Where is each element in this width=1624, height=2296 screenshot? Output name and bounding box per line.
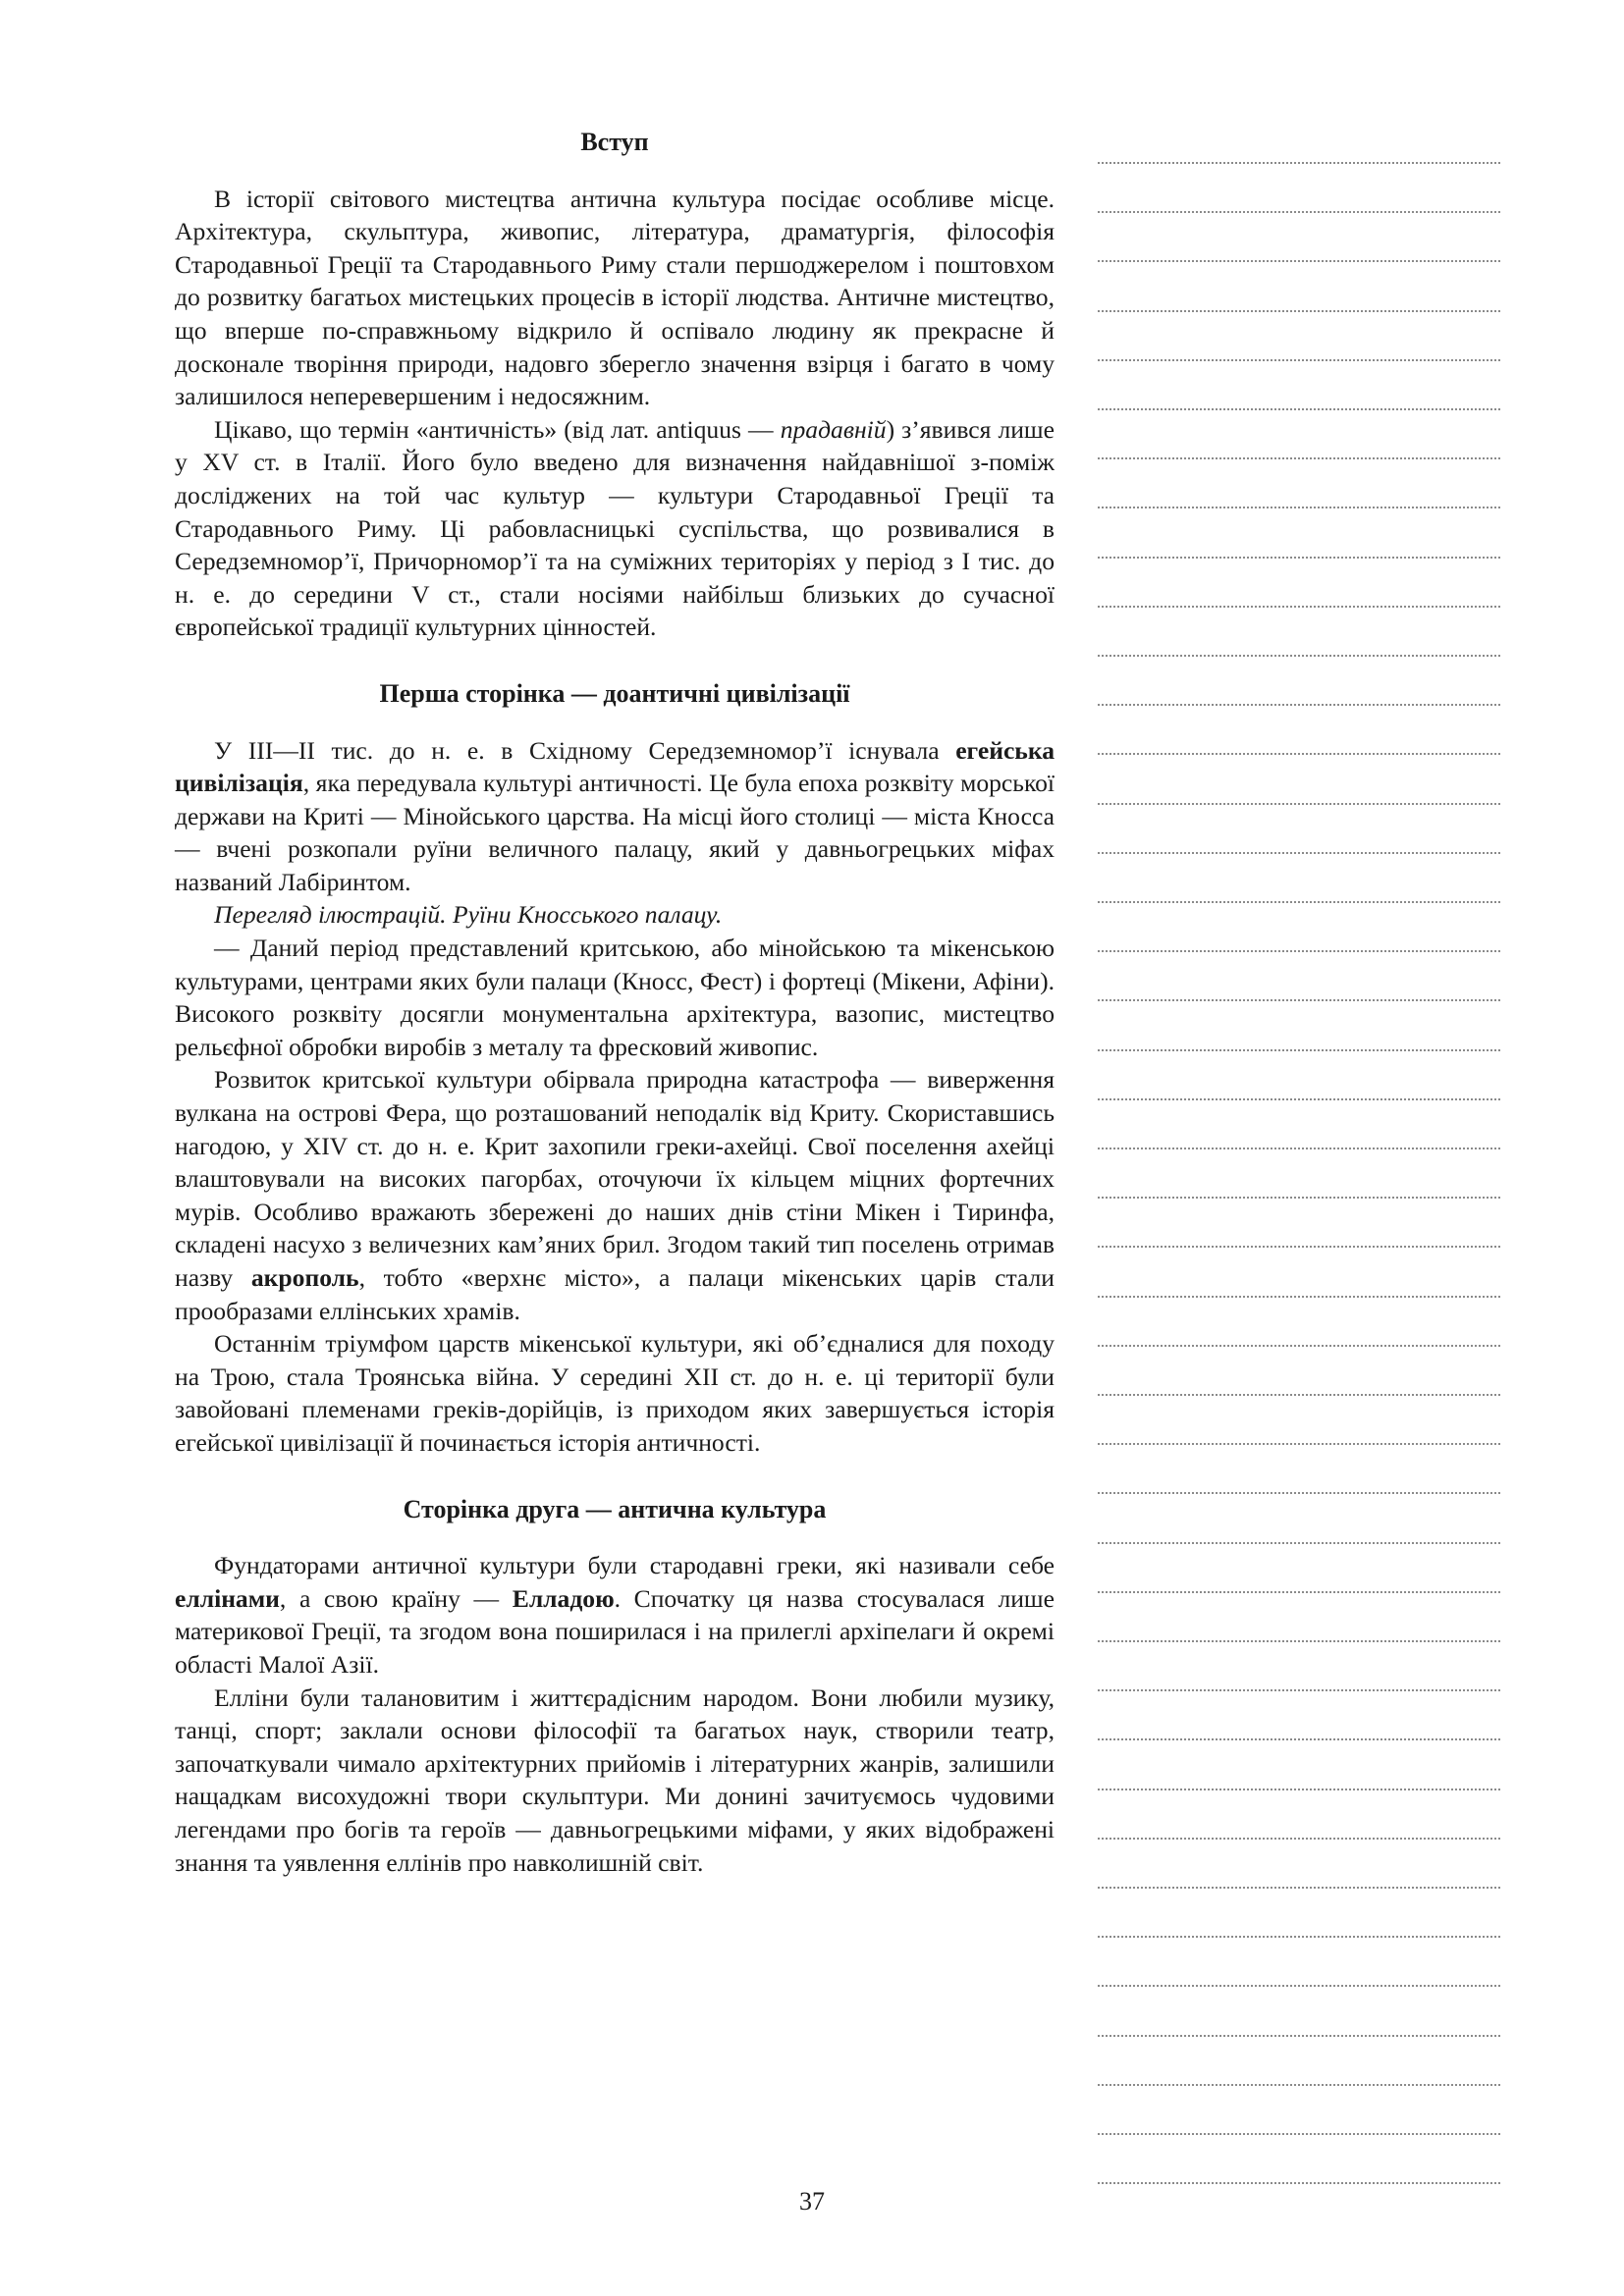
note-line <box>1098 359 1500 361</box>
main-text <box>175 126 1055 1879</box>
note-line <box>1098 162 1500 164</box>
section-title-antique-culture: Сторінка друга — антична культура <box>403 1494 827 1523</box>
paragraph: — Даний період представлений критською, або мінойською та мікенською культурами, центрами яких були палаци (Кносс, Фест) і фортеці (Мікени, Афіни). Високого розквіту досягли монументальна архітектура, вазопис, мистецтво рельєфної обробки виробів з металу та фресковий живопис. <box>175 934 1055 1061</box>
note-line <box>1098 557 1500 559</box>
note-line <box>1098 901 1500 903</box>
note-line <box>1098 310 1500 312</box>
note-line <box>1098 457 1500 459</box>
paragraph: Фундаторами античної культури були стародавні греки, які називали себе еллінами, а свою країну — Елладою. Спочатку ця назва стосувалася лише материкової Греції, та згодом вона поширилася і на прилеглі архіпелаги й окремі області Малої Азії. <box>175 1551 1055 1679</box>
note-line <box>1098 1492 1500 1494</box>
note-line <box>1098 1443 1500 1445</box>
note-line <box>1098 408 1500 410</box>
note-line <box>1098 1887 1500 1889</box>
note-line <box>1098 1789 1500 1790</box>
paragraph: Розвиток критської культури обірвала природна катастрофа — виверження вулкана на острові Фера, що розташований неподалік від Криту. Скориставшись нагодою, у XIV ст. до н. е. Крит захопили греки-ахейці. Свої поселення ахейці влаштовували на високих пагорбах, оточуючи їх кільцем міцних фортечних мурів. Особливо вражають збережені до наших днів стіни Мікен і Тиринфа, складені насухо з величезних кам’яних брил. Згодом такий тип поселень отримав назву акрополь, тобто «верхнє місто», а палаци мікенських царів стали прообразами еллінських храмів. <box>175 1065 1055 1325</box>
paragraph: Останнім тріумфом царств мікенської культури, які об’єдналися для походу на Трою, стала Троянська війна. У середині XII ст. до н. е. ці території були завойовані племенами греків-дорійців, із приходом яких завершується історія егейської цивілізації й починається історія античності. <box>175 1329 1055 1457</box>
paragraph: Елліни були талановитим і життєрадісним народом. Вони любили музику, танці, спорт; заклали основи філософії та багатьох наук, створили театр, започаткували чимало архітектурних прийомів і літературних жанрів, залишили нащадкам висохудожні твори скульптури. Ми донині зачитуємось чудовими легендами про богів та героїв — давньогрецькими міфами, у яких відображені знання та уявлення еллінів про навколишній світ. <box>175 1682 1055 1877</box>
note-line <box>1098 950 1500 952</box>
note-line <box>1098 1542 1500 1544</box>
note-line <box>1098 1296 1500 1298</box>
note-line <box>1098 2084 1500 2086</box>
notes-column <box>1098 0 1500 2296</box>
note-line <box>1098 1738 1500 1740</box>
illustration-note: Перегляд ілюстрацій. Руїни Кносського палацу. <box>214 900 723 930</box>
note-line <box>1098 655 1500 657</box>
note-line <box>1098 1246 1500 1248</box>
note-line <box>1098 1098 1500 1100</box>
note-line <box>1098 1394 1500 1396</box>
note-line <box>1098 606 1500 608</box>
note-line <box>1098 2182 1500 2184</box>
note-line <box>1098 1838 1500 1840</box>
note-line <box>1098 2133 1500 2135</box>
note-line <box>1098 507 1500 508</box>
note-line <box>1098 1049 1500 1051</box>
note-line <box>1098 1936 1500 1938</box>
note-line <box>1098 260 1500 262</box>
note-line <box>1098 1640 1500 1642</box>
note-line <box>1098 704 1500 706</box>
section-title-intro: Вступ <box>580 128 649 156</box>
note-line <box>1098 1148 1500 1149</box>
paragraph: В історії світового мистецтва антична культура посідає особливе місце. Архітектура, скульптура, живопис, література, драматургія, філософія Стародавньої Греції та Стародавнього Риму стали першоджерелом і поштовхом до розвитку багатьох мистецьких процесів в історії людства. Античне мистецтво, що вперше по-справжньому відкрило й оспівало людину як прекрасне й досконале творіння природи, надовго зберегло значення взірця і багато в чому залишилося неперевершеним і недосяжним. <box>175 184 1055 411</box>
note-line <box>1098 1985 1500 1987</box>
note-line <box>1098 1689 1500 1691</box>
note-line <box>1098 803 1500 805</box>
note-line <box>1098 852 1500 854</box>
note-line <box>1098 1345 1500 1347</box>
note-line <box>1098 211 1500 213</box>
section-title-pre-antique: Перша сторінка — доантичні цивілізації <box>379 678 850 708</box>
page-number: 37 <box>799 2187 825 2216</box>
paragraph: У III—II тис. до н. е. в Східному Середземномор’ї існувала егейська цивілізація, яка передувала культурі античності. Це була епоха розквіту морської держави на Криті — Мінойського царства. На місці його столиці — міста Кносса — вчені розкопали руїни величного палацу, який у давньогрецьких міфах названий Лабіринтом. <box>175 735 1055 896</box>
paragraph: Цікаво, що термін «античність» (від лат. antiquus — прадавній) з’явився лише у XV ст. в Італії. Його було введено для визначення найдавнішої з-поміж досліджених на той час культур — культури Стародавньої Греції та Стародавнього Риму. Ці рабовласницькі суспільства, що розвивалися в Середземномор’ї, Причорномор’ї та на суміжних територіях у період з I тис. до н. е. до середини V ст., стали носіями найбільш близьких до сучасної європейської традиції культурних цінностей. <box>175 414 1056 642</box>
note-line <box>1098 999 1500 1001</box>
note-line <box>1098 1591 1500 1593</box>
note-line <box>1098 1197 1500 1199</box>
note-line <box>1098 2035 1500 2037</box>
note-line <box>1098 753 1500 755</box>
